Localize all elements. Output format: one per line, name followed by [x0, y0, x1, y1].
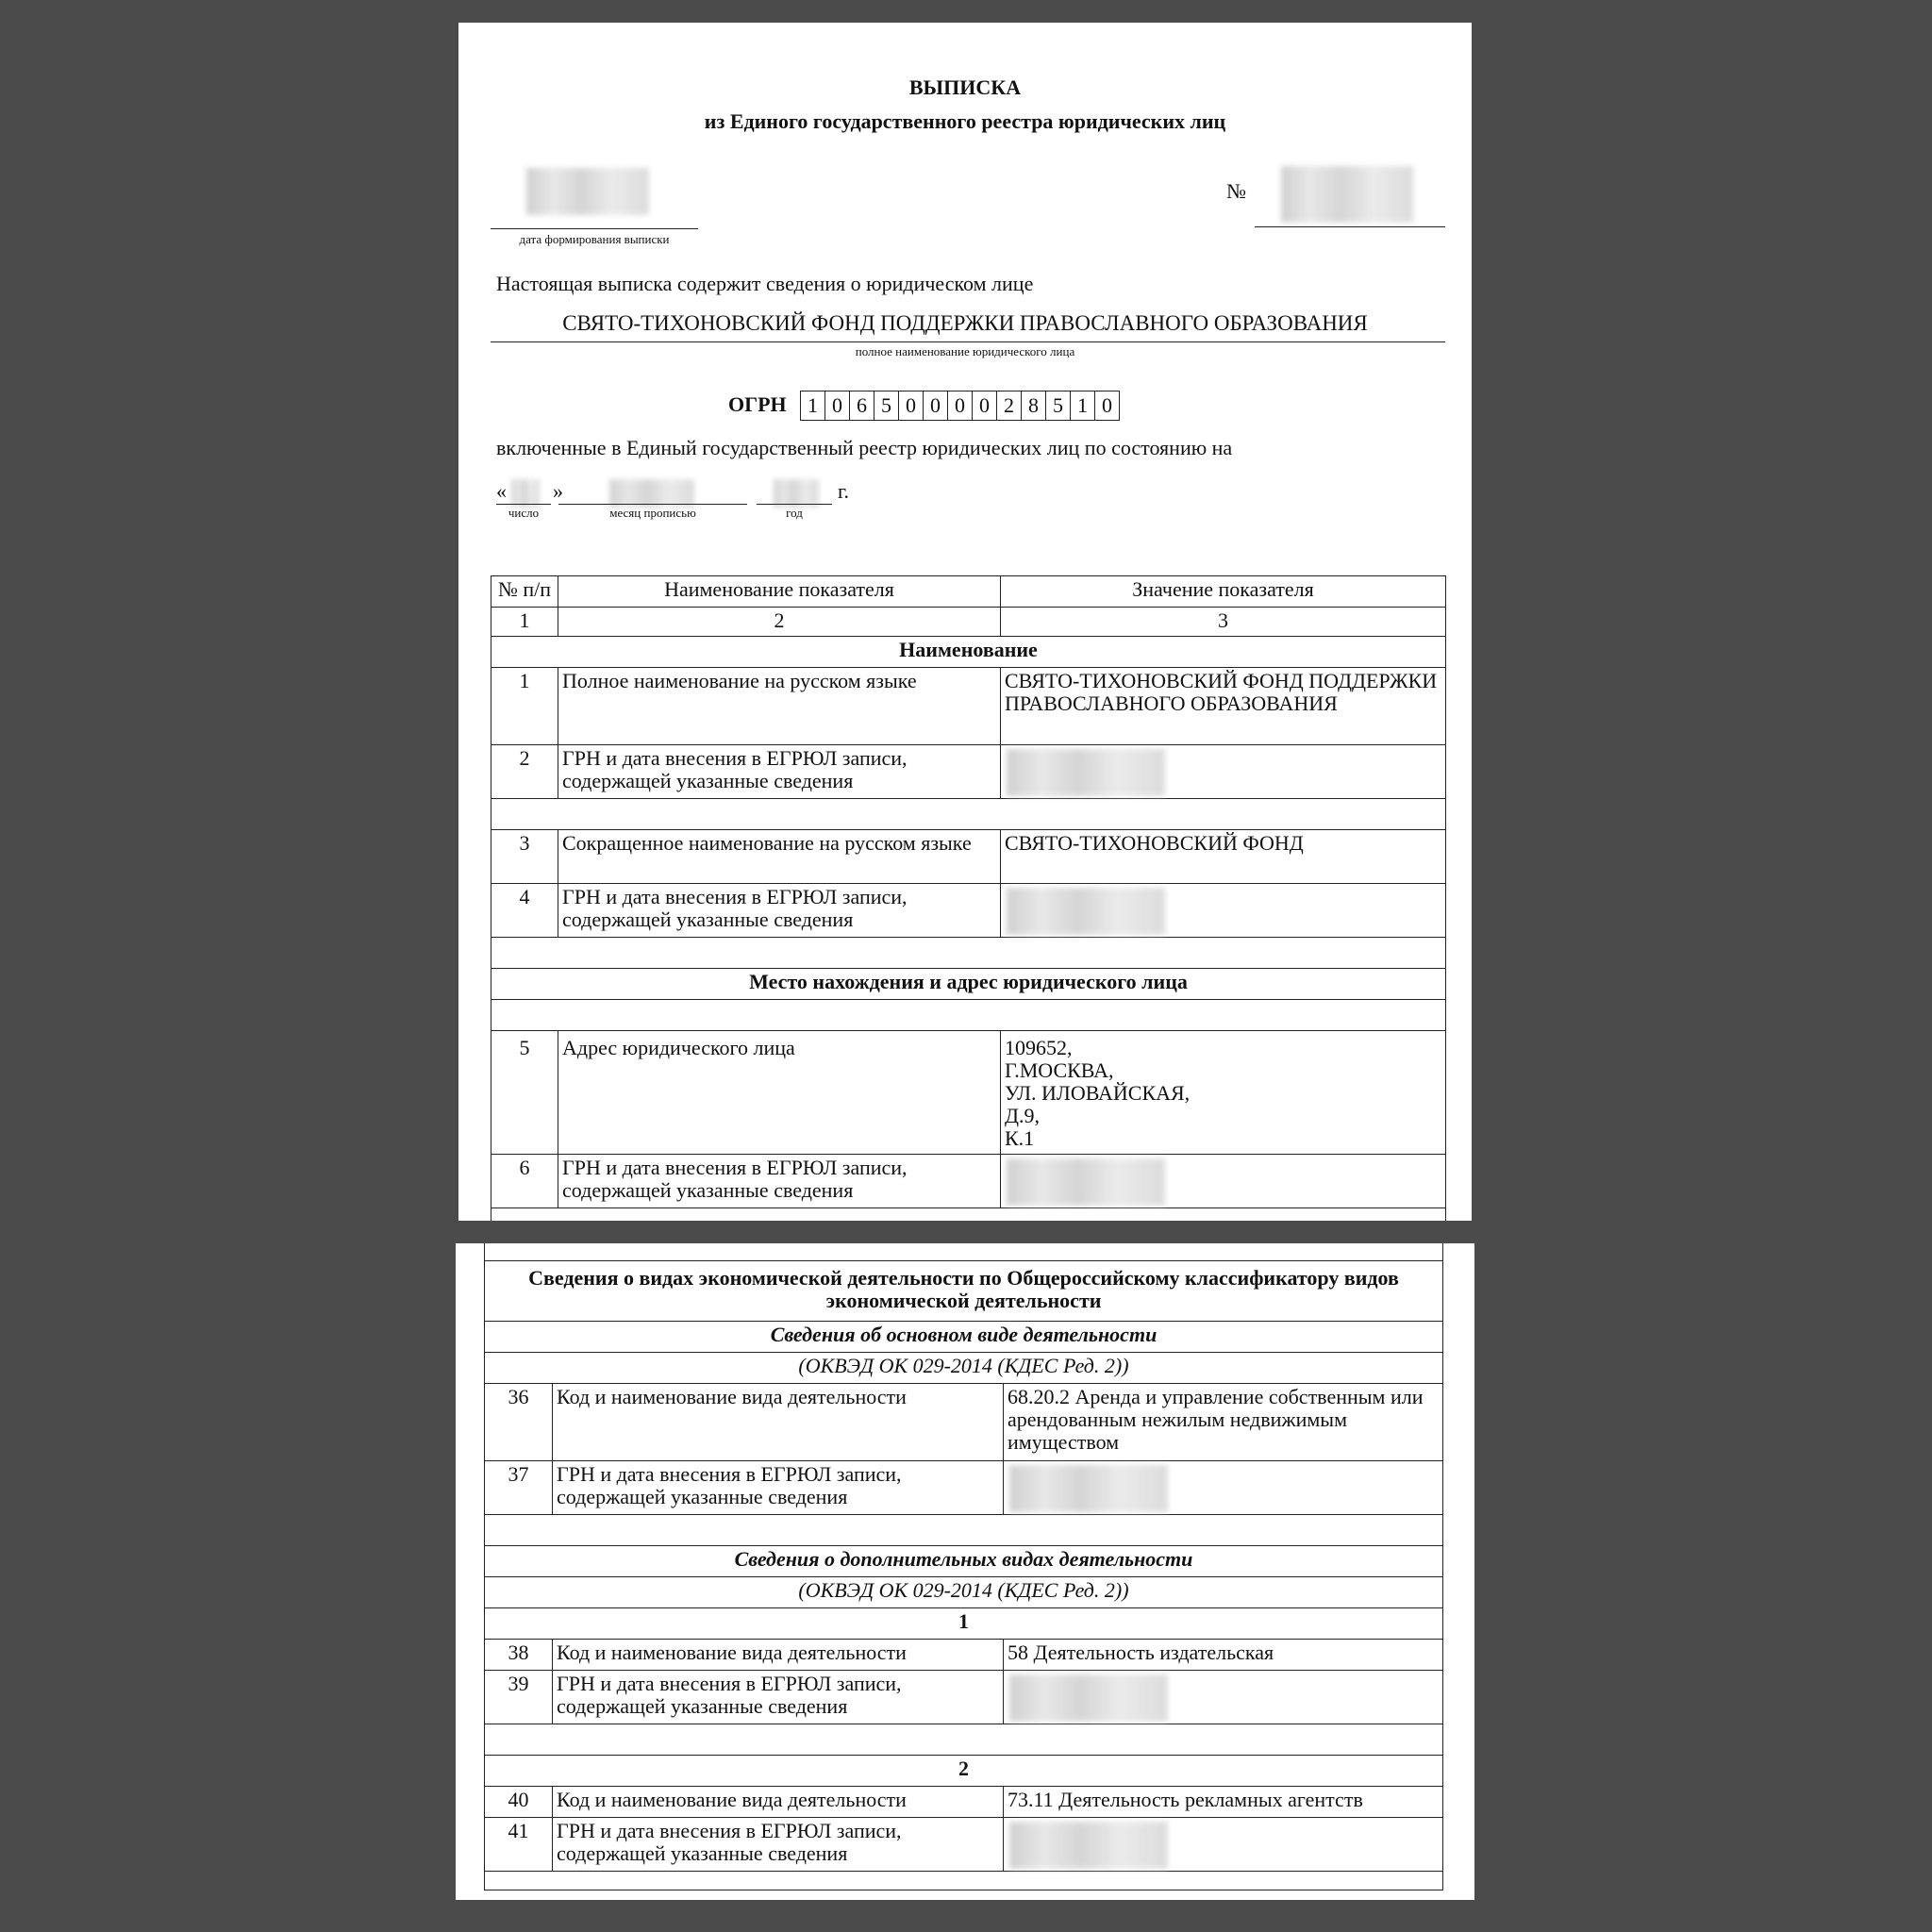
empty-cell — [491, 799, 1446, 830]
header-label: Наименование показателя — [558, 576, 1001, 608]
number-sign: № — [1226, 179, 1246, 203]
row-label: ГРН и дата внесения в ЕГРЮЛ записи, содержащей указанные сведения — [558, 1155, 1001, 1208]
subsection-row — [485, 1322, 1443, 1353]
ogrn-digit: 8 — [1022, 391, 1046, 421]
row-number: 3 — [491, 830, 558, 884]
ogrn-digit: 0 — [948, 391, 973, 421]
table-row — [491, 1031, 1446, 1155]
ogrn-digit: 0 — [973, 391, 997, 421]
row-number: 2 — [491, 745, 558, 799]
row-value-redacted — [1004, 1818, 1443, 1872]
column-number: 3 — [1001, 608, 1446, 637]
empty-row — [491, 1208, 1446, 1222]
table-row — [491, 830, 1446, 884]
number-underline — [1255, 226, 1445, 227]
entity-full-name: СВЯТО-ТИХОНОВСКИЙ ФОНД ПОДДЕРЖКИ ПРАВОСЛАВНОГО ОБРАЗОВАНИЯ — [562, 311, 1368, 335]
ogrn-digit: 6 — [850, 391, 874, 421]
table-row — [491, 668, 1446, 745]
year-suffix: г. — [838, 479, 850, 503]
section-row — [485, 1261, 1443, 1322]
intro-text: Настоящая выписка содержит сведения о юридическом лице — [496, 272, 1034, 295]
row-number: 41 — [485, 1818, 553, 1872]
address-line: УЛ. ИЛОВАЙСКАЯ, — [1005, 1081, 1191, 1105]
empty-row — [491, 799, 1446, 830]
section-address-heading: Место нахождения и адрес юридического лица — [491, 969, 1446, 1000]
day-underline — [496, 504, 551, 505]
date-underline — [491, 228, 698, 229]
column-number: 1 — [491, 608, 558, 637]
header-num: № п/п — [491, 576, 558, 608]
redacted-date — [526, 168, 649, 215]
empty-cell — [485, 1724, 1443, 1756]
okved-version-row — [485, 1577, 1443, 1608]
table-row — [491, 1155, 1446, 1208]
row-value: 68.20.2 Аренда и управление собственным или арендованным нежилым недвижимым имуществом — [1004, 1384, 1443, 1461]
row-label: ГРН и дата внесения в ЕГРЮЛ записи, содержащей указанные сведения — [553, 1818, 1004, 1872]
okved-version-row — [485, 1353, 1443, 1384]
address-line: 109652, — [1005, 1036, 1073, 1059]
table-row — [485, 1787, 1443, 1818]
empty-row — [485, 1243, 1443, 1261]
empty-cell — [491, 1000, 1446, 1031]
open-quote: « — [496, 479, 507, 503]
ogrn-digit: 1 — [800, 391, 825, 421]
row-number: 5 — [491, 1031, 558, 1155]
row-label: ГРН и дата внесения в ЕГРЮЛ записи, содержащей указанные сведения — [558, 745, 1001, 799]
main-activity-heading: Сведения об основном виде деятельности — [485, 1322, 1443, 1353]
entity-caption: полное наименование юридического лица — [855, 344, 1075, 358]
table-row — [485, 1461, 1443, 1515]
ogrn-digit: 1 — [1071, 391, 1095, 421]
close-quote: » — [553, 479, 563, 503]
redacted-grn — [1007, 888, 1165, 935]
ogrn-boxes — [800, 391, 1120, 421]
redacted-grn — [1007, 749, 1165, 796]
section-row — [491, 637, 1446, 668]
row-label: ГРН и дата внесения в ЕГРЮЛ записи, содержащей указанные сведения — [553, 1671, 1004, 1724]
table-row — [485, 1384, 1443, 1461]
row-label: Код и наименование вида деятельности — [553, 1787, 1004, 1818]
row-number: 4 — [491, 884, 558, 938]
empty-row — [485, 1872, 1443, 1890]
row-label: Код и наименование вида деятельности — [553, 1640, 1004, 1671]
empty-row — [491, 938, 1446, 969]
empty-cell — [485, 1243, 1443, 1261]
month-underline — [558, 504, 747, 505]
year-caption: год — [786, 506, 803, 520]
row-value-redacted — [1004, 1461, 1443, 1515]
row-number: 39 — [485, 1671, 553, 1724]
table-row — [491, 745, 1446, 799]
row-number: 40 — [485, 1787, 553, 1818]
row-number: 6 — [491, 1155, 558, 1208]
ogrn-digit: 0 — [1095, 391, 1120, 421]
row-number: 1 — [491, 668, 558, 745]
section-row — [491, 969, 1446, 1000]
row-label: Сокращенное наименование на русском языке — [558, 830, 1001, 884]
column-number-row — [491, 608, 1446, 637]
empty-cell — [485, 1515, 1443, 1546]
redacted-grn — [1009, 1674, 1168, 1722]
empty-cell — [491, 1208, 1446, 1222]
row-label: ГРН и дата внесения в ЕГРЮЛ записи, содержащей указанные сведения — [558, 884, 1001, 938]
document-page-2 — [456, 1243, 1474, 1900]
document-title: ВЫПИСКА — [908, 75, 1022, 99]
address-line: К.1 — [1005, 1126, 1035, 1150]
ogrn-digit: 0 — [899, 391, 924, 421]
row-label: Код и наименование вида деятельности — [553, 1384, 1004, 1461]
address-line: Д.9, — [1005, 1104, 1041, 1127]
registry-table-1 — [491, 575, 1446, 1221]
redacted-number — [1281, 166, 1413, 223]
table-row — [485, 1671, 1443, 1724]
ogrn-digit: 5 — [874, 391, 899, 421]
empty-cell — [485, 1872, 1443, 1890]
date-caption: дата формирования выписки — [519, 232, 670, 246]
okved-version: (ОКВЭД ОК 029-2014 (КДЕС Ред. 2)) — [485, 1353, 1443, 1384]
section-name-heading: Наименование — [491, 637, 1446, 668]
okved-version: (ОКВЭД ОК 029-2014 (КДЕС Ред. 2)) — [485, 1577, 1443, 1608]
group-number: 2 — [485, 1756, 1443, 1787]
ogrn-label: ОГРН — [728, 392, 787, 416]
empty-row — [485, 1724, 1443, 1756]
section-okved-heading: Сведения о видах экономической деятельности по Общероссийскому классификатору видов экономической деятельности — [485, 1261, 1443, 1322]
row-value-redacted — [1001, 745, 1446, 799]
group-row — [485, 1608, 1443, 1640]
row-value: СВЯТО-ТИХОНОВСКИЙ ФОНД — [1001, 830, 1446, 884]
document-subtitle: из Единого государственного реестра юридических лиц — [704, 109, 1226, 133]
redacted-grn — [1007, 1158, 1165, 1206]
ogrn-digit: 0 — [825, 391, 850, 421]
row-number: 37 — [485, 1461, 553, 1515]
document-page-1 — [458, 23, 1472, 1221]
address-line: Г.МОСКВА, — [1005, 1058, 1114, 1082]
redacted-grn — [1009, 1822, 1168, 1869]
month-caption: месяц прописью — [609, 506, 696, 520]
ogrn-digit: 5 — [1046, 391, 1071, 421]
row-label: ГРН и дата внесения в ЕГРЮЛ записи, содержащей указанные сведения — [553, 1461, 1004, 1515]
day-caption: число — [508, 506, 540, 520]
empty-row — [485, 1515, 1443, 1546]
address-value — [1001, 1031, 1446, 1155]
year-underline — [757, 504, 832, 505]
included-text: включенные в Единый государственный реестр юридических лиц по состоянию на — [496, 436, 1233, 459]
row-label: Адрес юридического лица — [558, 1031, 1001, 1155]
table-row — [485, 1818, 1443, 1872]
ogrn-digit: 2 — [997, 391, 1022, 421]
entity-underline — [491, 341, 1445, 342]
table-row — [485, 1640, 1443, 1671]
redacted-grn — [1009, 1465, 1168, 1512]
subsection-row — [485, 1546, 1443, 1577]
row-number: 38 — [485, 1640, 553, 1671]
registry-table-2 — [484, 1243, 1443, 1890]
row-number: 36 — [485, 1384, 553, 1461]
row-value: 58 Деятельность издательская — [1004, 1640, 1443, 1671]
column-number: 2 — [558, 608, 1001, 637]
row-value: СВЯТО-ТИХОНОВСКИЙ ФОНД ПОДДЕРЖКИ ПРАВОСЛАВНОГО ОБРАЗОВАНИЯ — [1001, 668, 1446, 745]
header-value: Значение показателя — [1001, 576, 1446, 608]
empty-row — [491, 1000, 1446, 1031]
group-number: 1 — [485, 1608, 1443, 1640]
row-value-redacted — [1001, 1155, 1446, 1208]
table-row — [491, 884, 1446, 938]
empty-cell — [491, 938, 1446, 969]
row-label: Полное наименование на русском языке — [558, 668, 1001, 745]
row-value-redacted — [1001, 884, 1446, 938]
table-header-row — [491, 576, 1446, 608]
additional-activity-heading: Сведения о дополнительных видах деятельности — [485, 1546, 1443, 1577]
ogrn-digit: 0 — [924, 391, 948, 421]
group-row — [485, 1756, 1443, 1787]
row-value-redacted — [1004, 1671, 1443, 1724]
row-value: 73.11 Деятельность рекламных агентств — [1004, 1787, 1443, 1818]
